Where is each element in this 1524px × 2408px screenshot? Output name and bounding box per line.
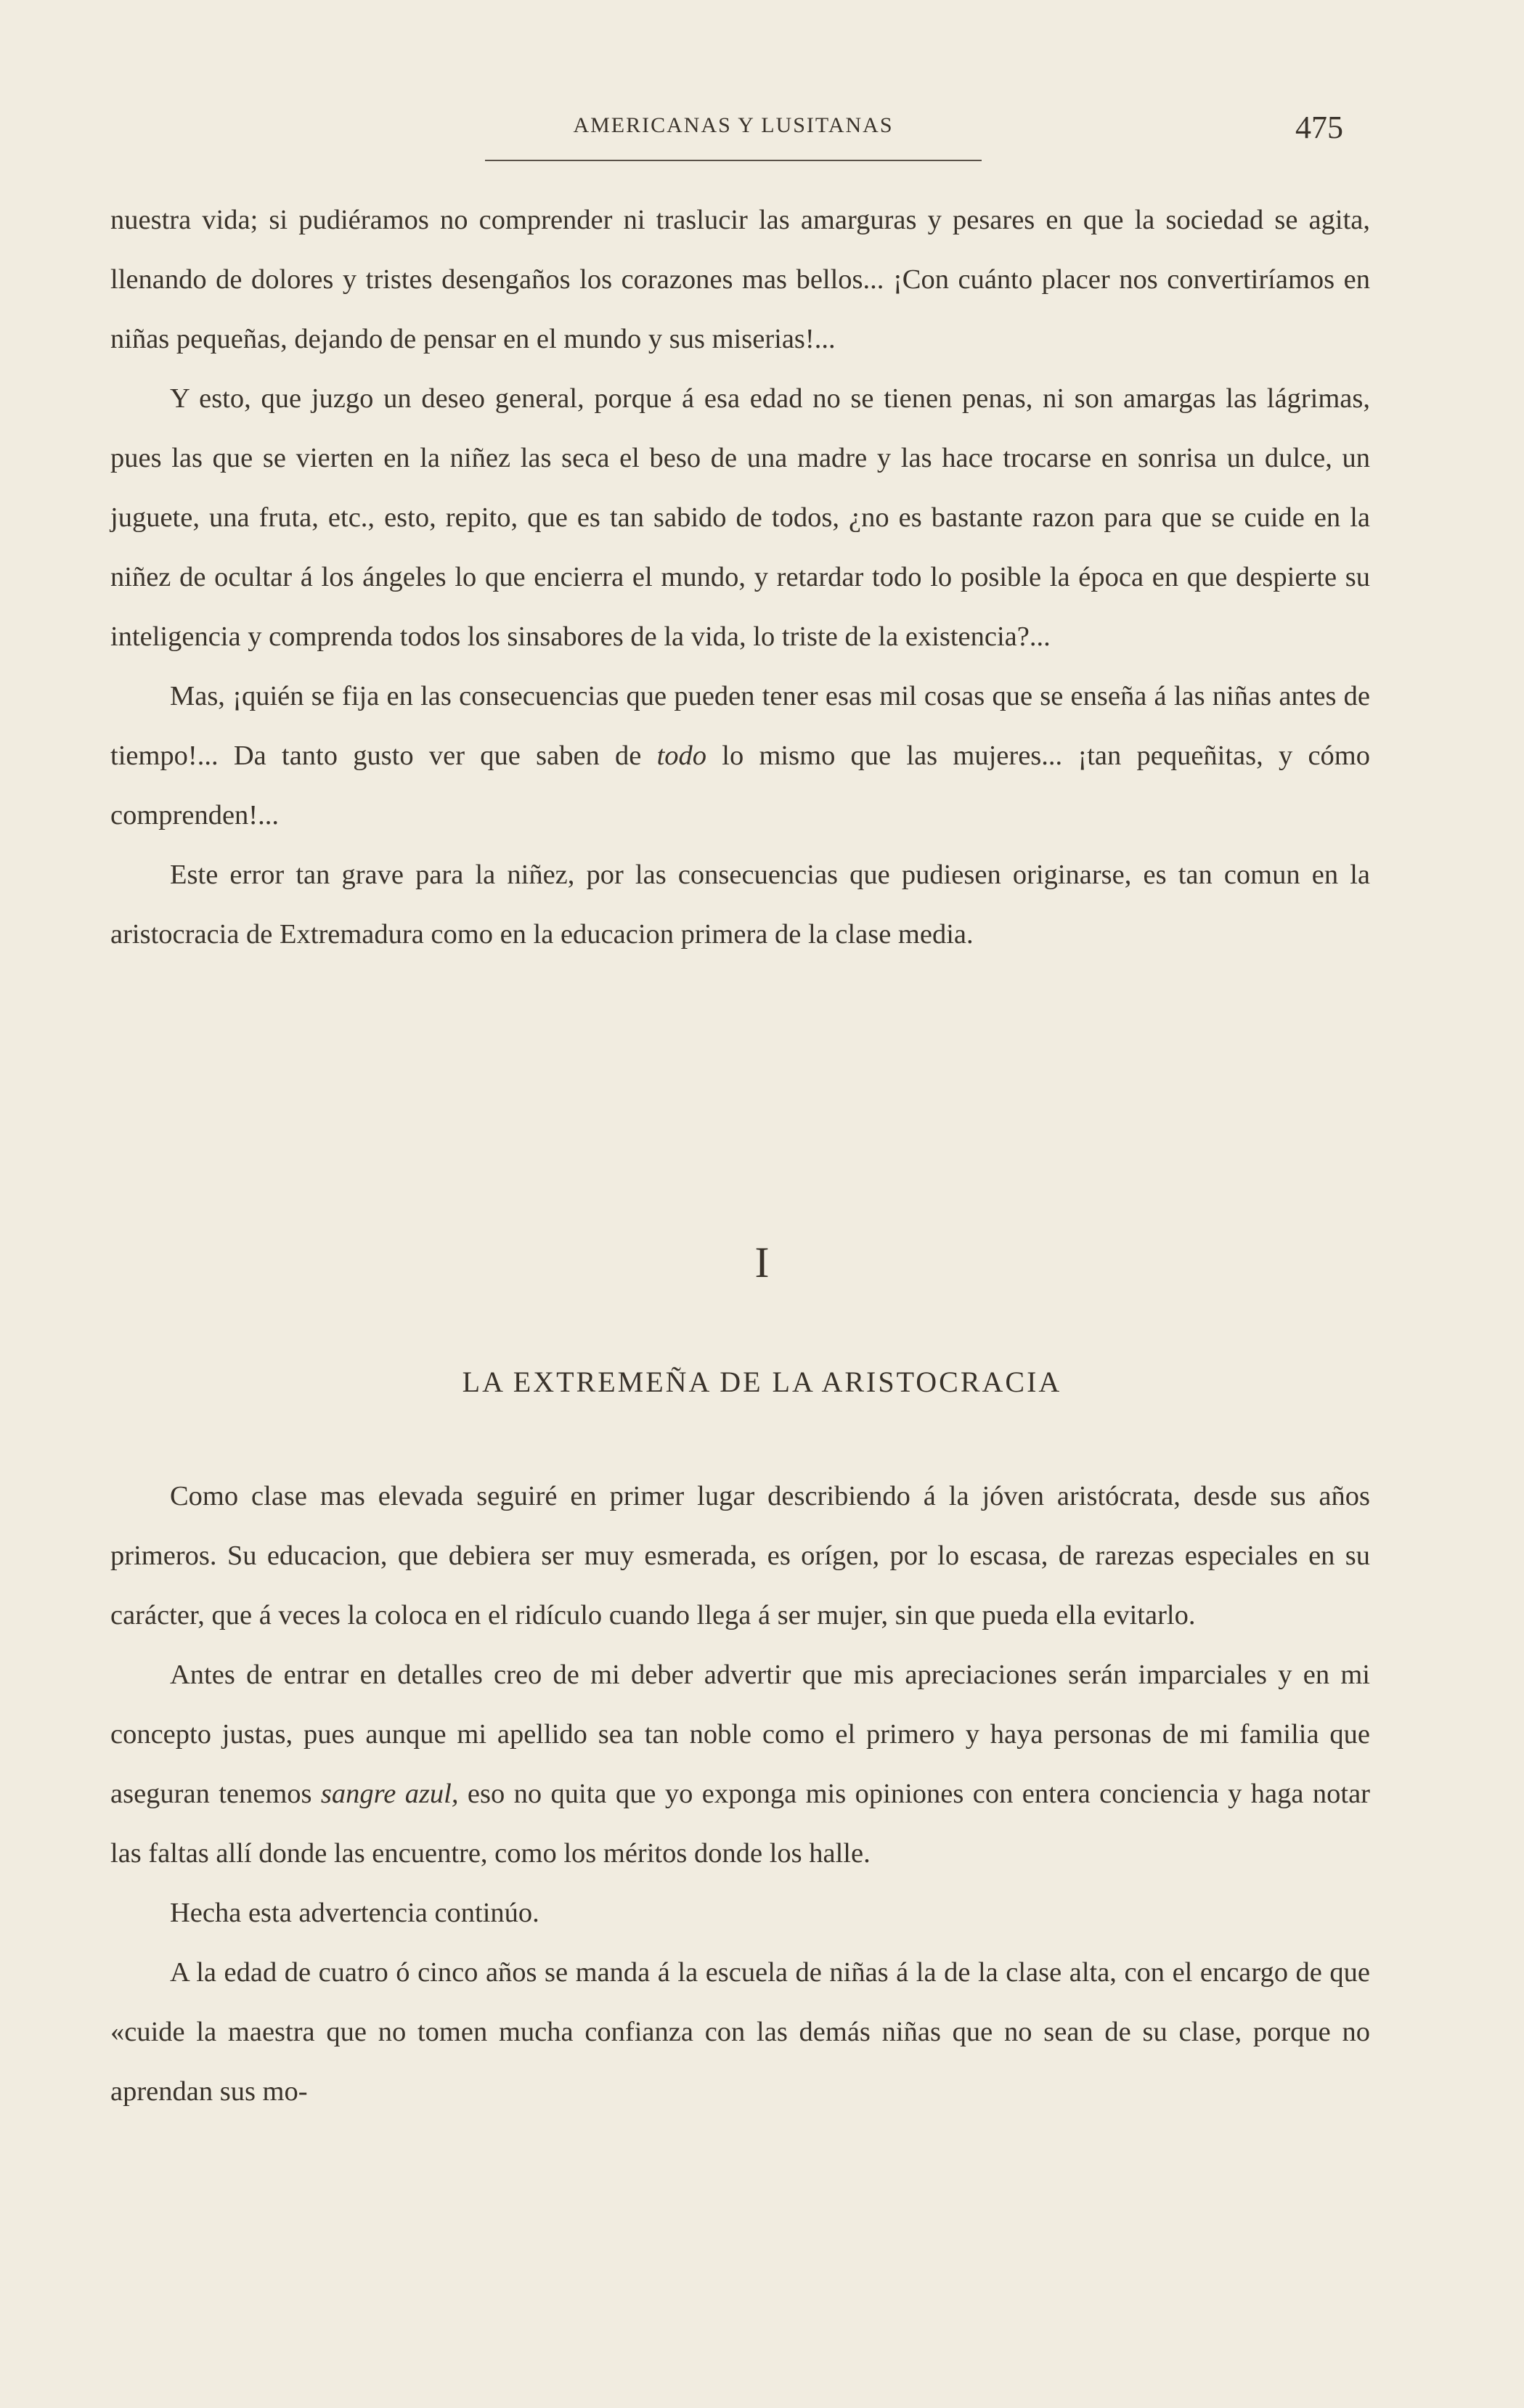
paragraph: Y esto, que juzgo un deseo general, porque á esa edad no se tienen penas, ni son amargas las lágrimas, pues las que se vierten en la niñez las seca el beso de una madre y las hace trocarse en sonrisa un dulce, un juguete, una fruta, etc., esto, repito, que es tan sabido de todos, ¿no es bastante razon para que se cuide en la niñez de ocultar á los ángeles lo que encierra el mundo, y retardar todo lo posible la época en que despierte su inteligencia y comprenda todos los sinsabores de la vida, lo triste de la existencia?... [110, 383, 1370, 652]
body-text-bottom [110, 1466, 1370, 2121]
text-run: lo mismo que las mujeres... ¡tan pequeñitas, y cómo comprenden!... [110, 740, 1371, 830]
page-number: 475 [1295, 110, 1343, 145]
text-run: Mas, ¡quién se fija en las consecuencias que pueden tener esas mil cosas que se enseña á las niñas antes de tiempo!... Da tanto gusto ver que saben de [110, 681, 1370, 771]
paragraph: Este error tan grave para la niñez, por las consecuencias que pudiesen originarse, es tan comun en la aristocracia de Extremadura como en la educacion primera de la clase media. [110, 860, 1370, 950]
paragraph: nuestra vida; si pudiéramos no comprender ni traslucir las amarguras y pesares en que la sociedad se agita, llenando de dolores y tristes desengaños los corazones mas bellos... ¡Con cuánto placer nos convertiríamos en niñas pequeñas, dejando de pensar en el mundo y sus miserias!... [110, 205, 1370, 354]
section-title: LA EXTREMEÑA DE LA ARISTOCRACIA [462, 1366, 1062, 1398]
paragraph [110, 666, 1370, 845]
paragraph: Hecha esta advertencia continúo. [170, 1898, 539, 1928]
section-number: I [754, 1238, 770, 1286]
running-title: AMERICANAS Y LUSITANAS [573, 113, 894, 137]
text-run: eso no quita que yo exponga mis opiniones con entera conciencia y haga notar las faltas allí donde las encuentre, como los méritos donde los halle. [110, 1779, 1370, 1869]
header-rule [485, 160, 982, 161]
emphasis: todo [656, 740, 707, 771]
page-header [0, 109, 1524, 167]
paragraph [110, 1645, 1370, 1883]
paragraph: A la edad de cuatro ó cinco años se manda á la escuela de niñas á la de la clase alta, con el encargo de que «cuide la maestra que no tomen mucha confianza con las demás niñas que no sean de su clase, porque no aprendan sus mo- [110, 1957, 1370, 2107]
emphasis: sangre azul, [320, 1779, 459, 1809]
text-run: Antes de entrar en detalles creo de mi deber advertir que mis apreciaciones serán imparciales y en mi concepto justas, pues aunque mi apellido sea tan noble como el primero y haya personas de mi familia que aseguran tenemos [110, 1660, 1370, 1809]
body-text-top [110, 190, 1370, 964]
paragraph: Como clase mas elevada seguiré en primer lugar describiendo á la jóven aristócrata, desde sus años primeros. Su educacion, que debiera ser muy esmerada, es orígen, por lo escasa, de rarezas especiales en su carácter, que á veces la coloca en el ridículo cuando llega á ser mujer, sin que pueda ella evitarlo. [110, 1481, 1370, 1630]
